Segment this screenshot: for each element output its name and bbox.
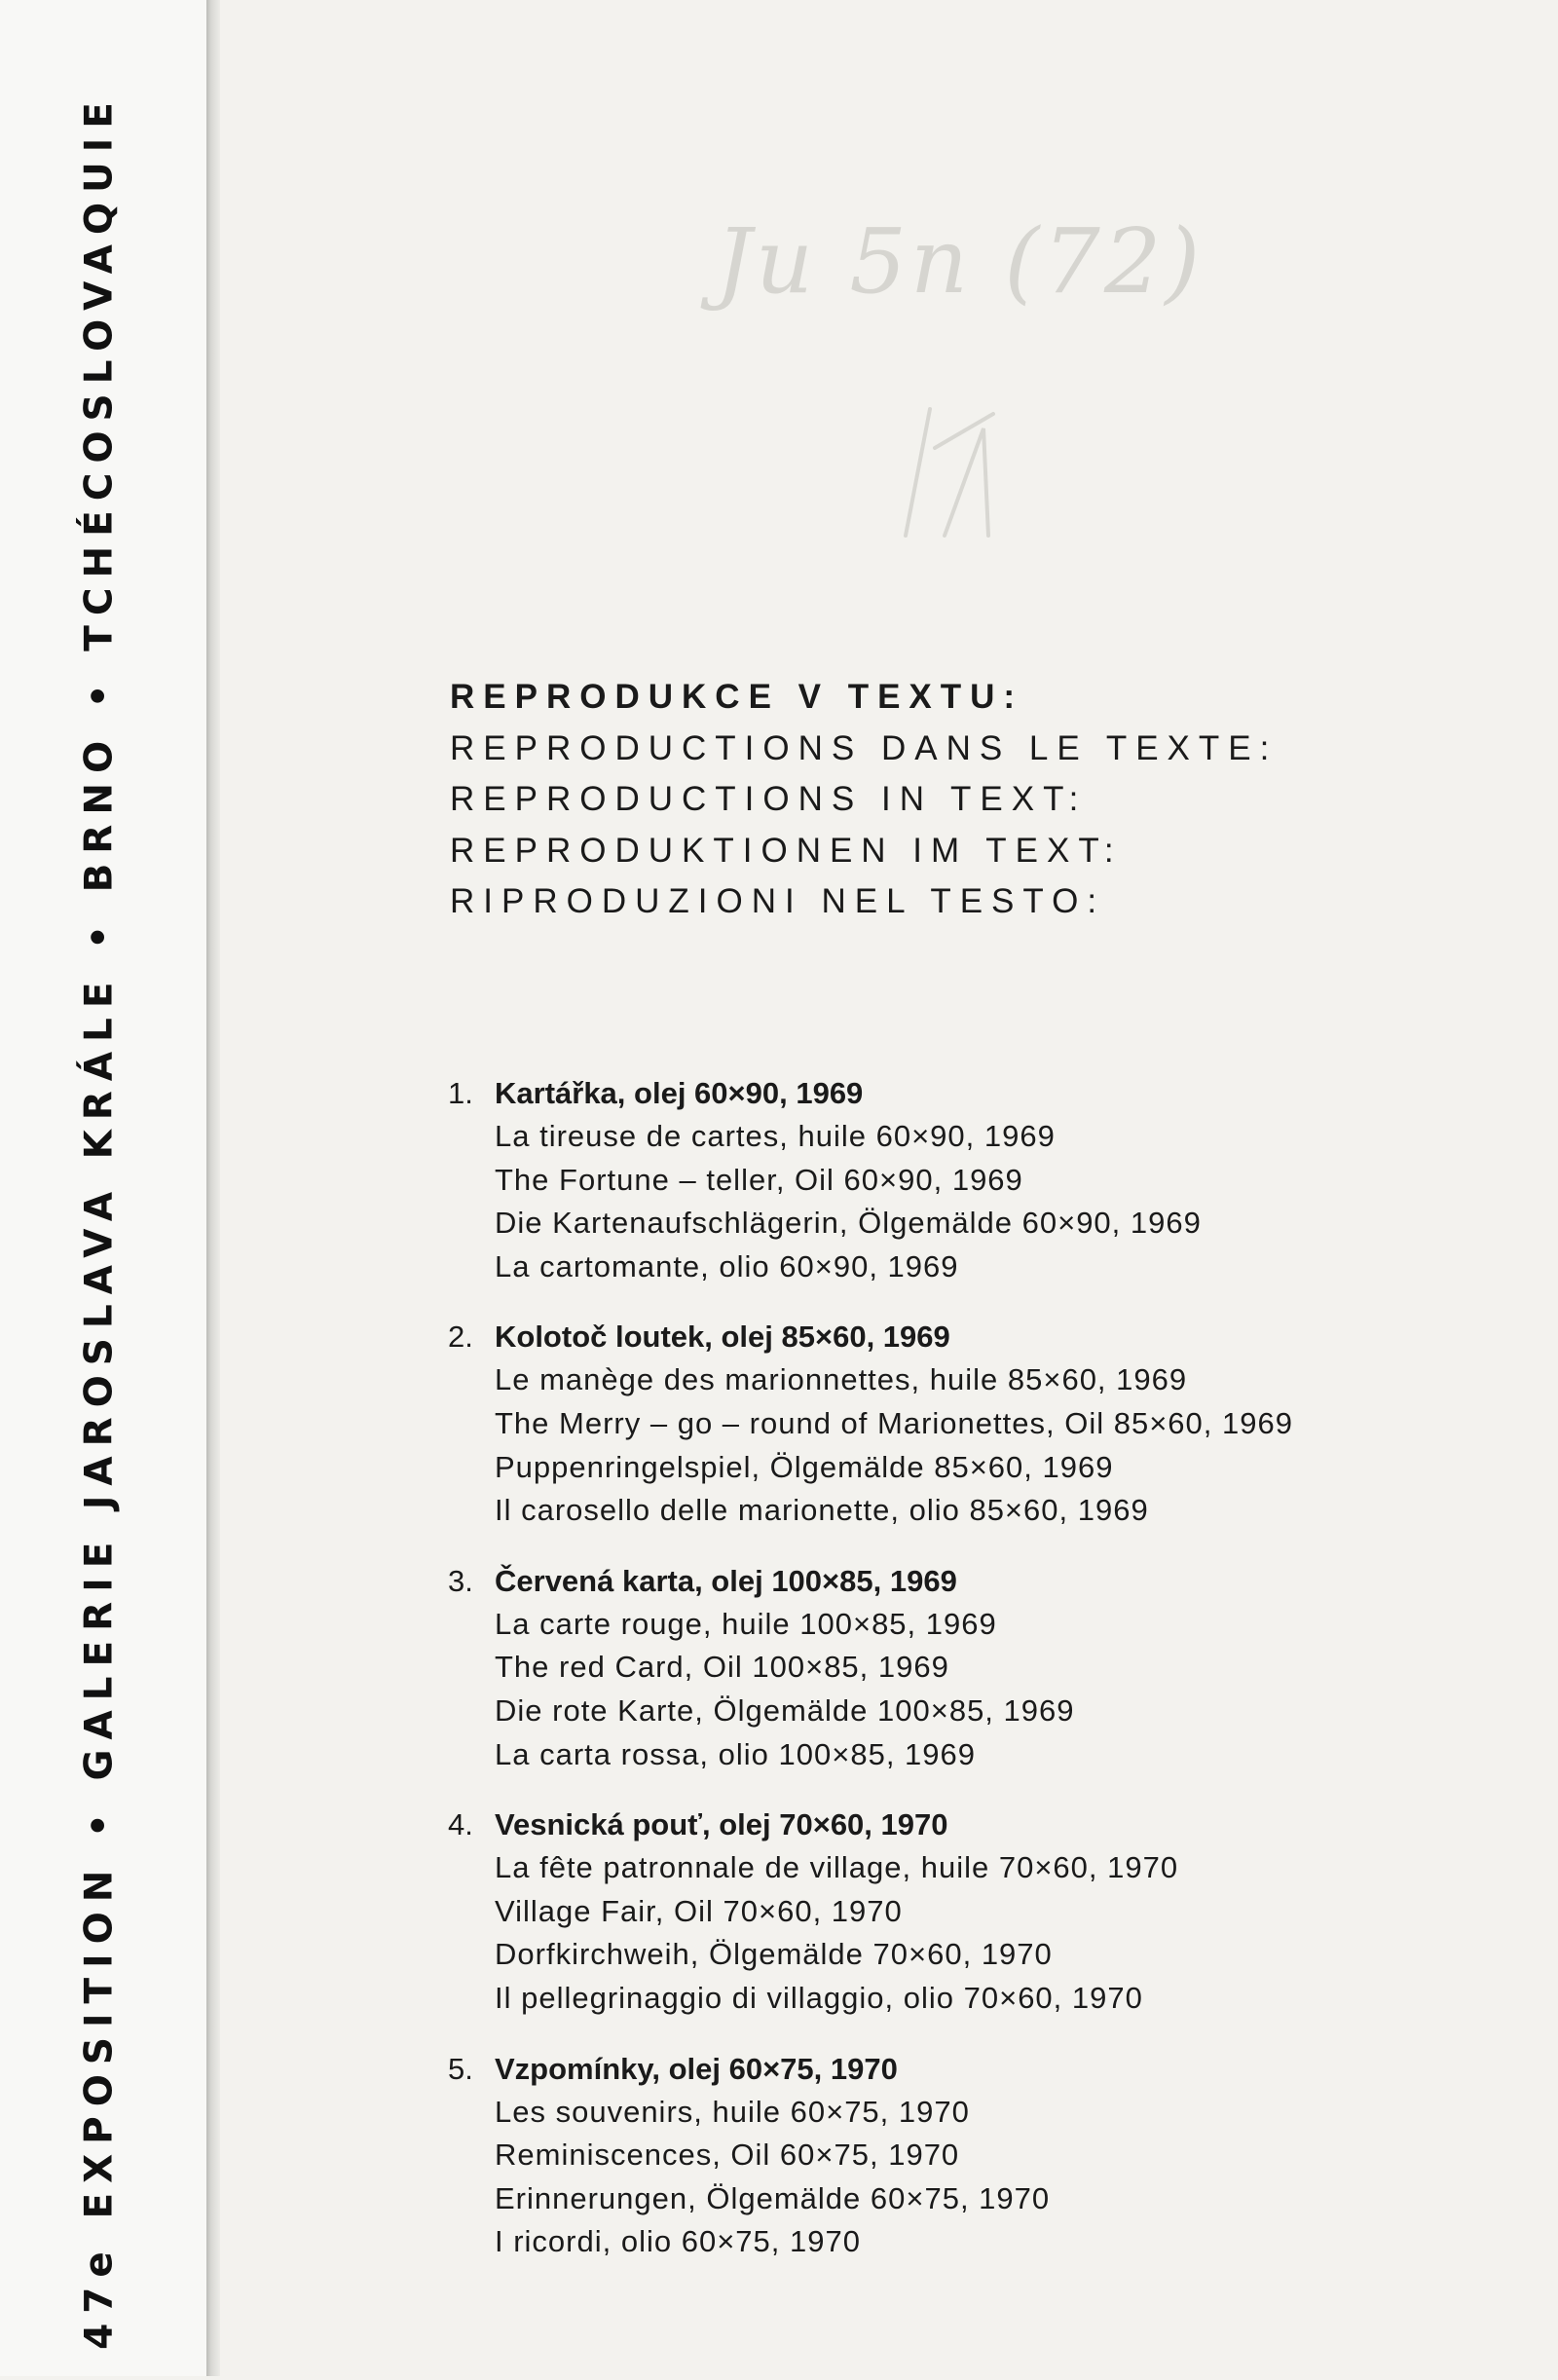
work-line-german: Erinnerungen, Ölgemälde 60×75, 1970 bbox=[495, 2180, 1051, 2215]
work-title: Kartářka, olej 60×90, 1969 bbox=[495, 1076, 864, 1110]
work-line-french: La fête patronnale de village, huile 70×60, 1970 bbox=[495, 1850, 1179, 1885]
heading-german: REPRODUKTIONEN IM TEXT: bbox=[450, 831, 1123, 870]
heading-italian: RIPRODUZIONI NEL TESTO: bbox=[450, 882, 1106, 920]
heading-english: REPRODUCTIONS IN TEXT: bbox=[450, 780, 1088, 818]
spine-strip bbox=[0, 0, 206, 2376]
work-line-german: Puppenringelspiel, Ölgemälde 85×60, 1969 bbox=[495, 1449, 1114, 1484]
work-number: 3. bbox=[448, 1563, 473, 1598]
work-line-english: The Fortune – teller, Oil 60×90, 1969 bbox=[495, 1162, 1023, 1197]
spine-title: 47e EXPOSITION • GALERIE JAROSLAVA KRÁLE • BRNO • TCHÉCOSLOVAQUIE bbox=[77, 93, 122, 2350]
heading-french: REPRODUCTIONS DANS LE TEXTE: bbox=[450, 728, 1279, 767]
work-title: Červená karta, olej 100×85, 1969 bbox=[495, 1563, 957, 1598]
work-title: Vzpomínky, olej 60×75, 1970 bbox=[495, 2051, 898, 2086]
work-line-english: The Merry – go – round of Marionettes, Oil 85×60, 1969 bbox=[495, 1405, 1293, 1440]
works-list bbox=[448, 1071, 1293, 2290]
spine-shadow bbox=[206, 0, 220, 2376]
work-line-italian: Il pellegrinaggio di villaggio, olio 70×60, 1970 bbox=[495, 1980, 1143, 2015]
work-line-french: Les souvenirs, huile 60×75, 1970 bbox=[495, 2094, 970, 2129]
pencil-annotation: Ju 5n (72) bbox=[716, 209, 1205, 314]
work-entry-3 bbox=[448, 1559, 1293, 1776]
reproductions-heading bbox=[450, 672, 1278, 928]
work-entry-1 bbox=[448, 1071, 1293, 1288]
work-number: 1. bbox=[448, 1076, 473, 1110]
work-line-french: La carte rouge, huile 100×85, 1969 bbox=[495, 1606, 997, 1641]
work-line-italian: I ricordi, olio 60×75, 1970 bbox=[495, 2224, 861, 2259]
work-line-english: Reminiscences, Oil 60×75, 1970 bbox=[495, 2138, 960, 2173]
work-line-italian: La cartomante, olio 60×90, 1969 bbox=[495, 1248, 959, 1283]
work-line-german: Die rote Karte, Ölgemälde 100×85, 1969 bbox=[495, 1692, 1075, 1728]
work-line-german: Dorfkirchweih, Ölgemälde 70×60, 1970 bbox=[495, 1937, 1053, 1972]
work-number: 2. bbox=[448, 1320, 473, 1355]
work-line-english: The red Card, Oil 100×85, 1969 bbox=[495, 1650, 949, 1685]
work-title: Kolotoč loutek, olej 85×60, 1969 bbox=[495, 1320, 950, 1355]
pencil-mark-icon bbox=[876, 390, 1022, 545]
work-line-english: Village Fair, Oil 70×60, 1970 bbox=[495, 1893, 903, 1928]
heading-czech: REPRODUKCE V TEXTU: bbox=[450, 678, 1024, 716]
work-entry-4 bbox=[448, 1803, 1293, 2020]
work-line-italian: La carta rossa, olio 100×85, 1969 bbox=[495, 1736, 977, 1771]
work-line-french: Le manège des marionnettes, huile 85×60, 1969 bbox=[495, 1362, 1188, 1397]
work-number: 4. bbox=[448, 1807, 473, 1842]
work-line-german: Die Kartenaufschlägerin, Ölgemälde 60×90, 1969 bbox=[495, 1206, 1202, 1241]
work-line-french: La tireuse de cartes, huile 60×90, 1969 bbox=[495, 1119, 1056, 1153]
work-entry-2 bbox=[448, 1315, 1293, 1532]
work-title: Vesnická pouť, olej 70×60, 1970 bbox=[495, 1807, 948, 1842]
work-entry-5 bbox=[448, 2047, 1293, 2264]
work-line-italian: Il carosello delle marionette, olio 85×60, 1969 bbox=[495, 1493, 1149, 1528]
work-number: 5. bbox=[448, 2051, 473, 2086]
